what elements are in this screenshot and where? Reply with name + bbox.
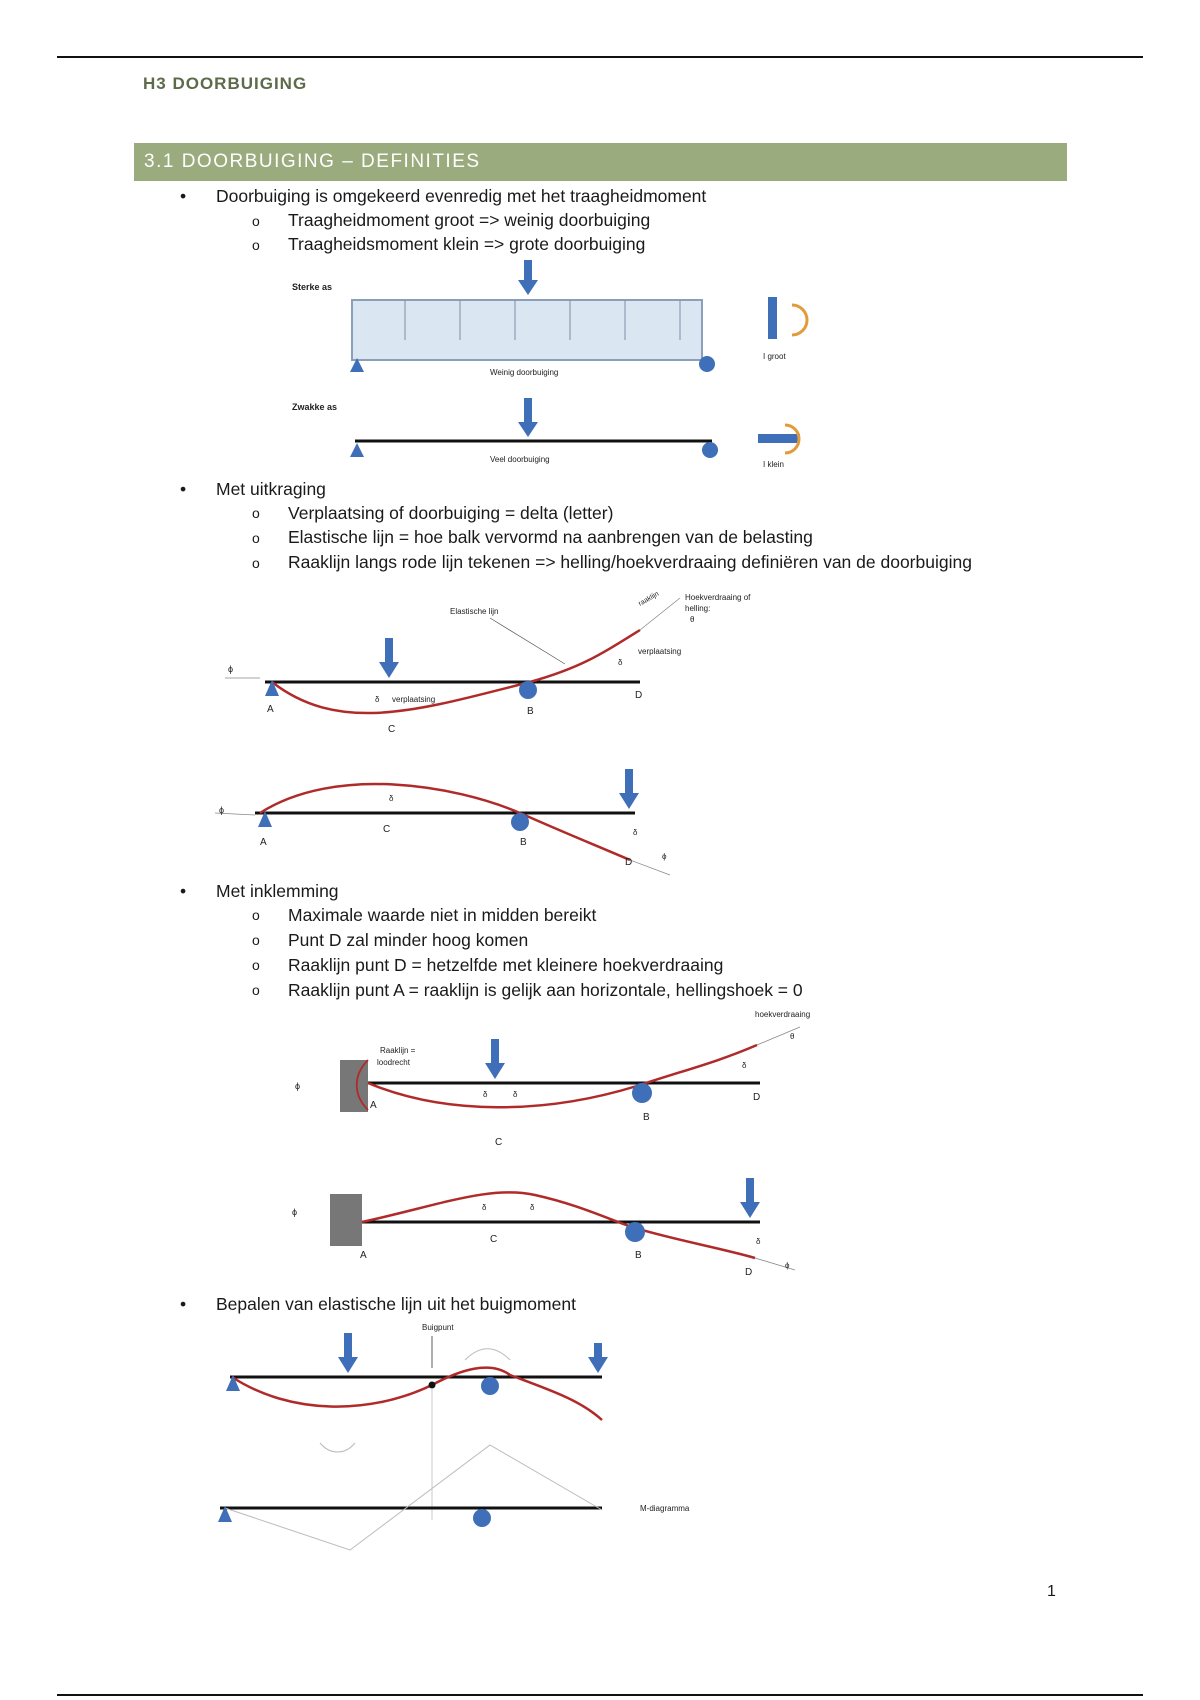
label-delta-d: δ	[742, 1061, 747, 1070]
label-d: D	[635, 690, 643, 701]
label-a: A	[360, 1250, 367, 1261]
sub-item: Raaklijn langs rode lijn tekenen => helling/hoekverdraaing definiëren van de doorbuiging	[288, 552, 972, 572]
curvature-sketch	[320, 1443, 355, 1452]
roller-support-icon	[473, 1509, 491, 1527]
label-phi-a: ϕ	[292, 1207, 298, 1217]
label-b: B	[643, 1112, 650, 1123]
label-much-deflection: Veel doorbuiging	[490, 455, 550, 464]
roller-support-icon	[481, 1377, 499, 1395]
figure-cantilever-1	[220, 590, 800, 740]
roller-support-icon	[632, 1083, 652, 1103]
label-theta-d: θ	[790, 1032, 795, 1041]
bullet-doorbuiging: Doorbuiging is omgekeerd evenredig met het traagheidmoment	[216, 186, 707, 206]
page-number: 1	[1047, 1583, 1056, 1600]
label-m-diagramma: M-diagramma	[640, 1504, 690, 1513]
sub-symbol: o	[252, 957, 260, 973]
roller-support-icon	[625, 1222, 645, 1242]
figure-moment-diagram	[210, 1320, 730, 1560]
label-c: C	[495, 1137, 503, 1148]
top-rule	[57, 56, 1143, 58]
bullet-inklemming: Met inklemming	[216, 881, 339, 901]
bullet-uitkraging: Met uitkraging	[216, 479, 326, 499]
load-arrow	[518, 260, 538, 295]
load-arrow	[518, 398, 538, 437]
pointer-line	[490, 618, 565, 664]
section-title: 3.1 DOORBUIGING – DEFINITIES	[134, 143, 1067, 181]
figure-cantilever-2	[215, 765, 715, 875]
load-arrow	[740, 1178, 760, 1218]
label-verplaatsing-c: verplaatsing	[392, 695, 436, 704]
label-c: C	[383, 824, 391, 835]
roller-support-icon	[699, 356, 715, 372]
roller-support-icon	[519, 681, 537, 699]
moment-line	[225, 1445, 602, 1550]
label-delta-c: δ	[389, 794, 394, 803]
sub-item: Elastische lijn = hoe balk vervormd na aanbrengen van de belasting	[288, 527, 813, 547]
load-arrow	[379, 638, 399, 678]
tangent-line	[630, 860, 670, 875]
label-i-klein: I klein	[763, 460, 784, 469]
label-theta: θ	[690, 615, 695, 624]
bullet-symbol: •	[180, 186, 187, 206]
label-c: C	[388, 724, 396, 735]
elastic-curve	[232, 1368, 602, 1420]
page-header: H3 DOORBUIGING	[143, 74, 308, 93]
label-raaklijn: raaklijn	[637, 590, 661, 608]
label-c: C	[490, 1234, 498, 1245]
sub-item: Raaklijn punt D = hetzelfde met kleinere hoekverdraaing	[288, 955, 724, 975]
bullet-symbol: •	[180, 1294, 187, 1314]
roller-support-icon	[702, 442, 718, 458]
label-delta-max: δ	[513, 1090, 518, 1099]
label-a: A	[260, 837, 267, 848]
curvature-sketch	[465, 1349, 510, 1360]
label-b: B	[527, 706, 534, 717]
label-i-groot: I groot	[763, 352, 786, 361]
label-b: B	[635, 1250, 642, 1261]
load-arrow	[338, 1333, 358, 1373]
figure-axis-comparison	[280, 255, 840, 475]
figure-fixed-1	[295, 1005, 835, 1155]
sub-symbol: o	[252, 505, 260, 521]
elastic-curve	[368, 1045, 757, 1107]
label-little-deflection: Weinig doorbuiging	[490, 368, 559, 377]
bottom-rule	[57, 1694, 1143, 1696]
load-arrow	[619, 769, 639, 809]
label-loodrecht: loodrecht	[377, 1058, 410, 1067]
sub-item: Traagheidmoment groot => weinig doorbuiging	[288, 210, 651, 230]
load-arrow	[485, 1039, 505, 1079]
label-delta-c: δ	[375, 695, 380, 704]
label-elastische-lijn: Elastische lijn	[450, 607, 499, 616]
sub-item: Maximale waarde niet in midden bereikt	[288, 905, 597, 925]
section-tall-icon	[768, 297, 777, 339]
label-hoekverdraaing: hoekverdraaing	[755, 1010, 811, 1019]
bullet-symbol: •	[180, 479, 187, 499]
label-delta-d: δ	[756, 1237, 761, 1246]
section-flat-icon	[758, 434, 800, 443]
roller-support-icon	[511, 813, 529, 831]
label-d: D	[625, 857, 633, 868]
label-phi-a: ϕ	[228, 664, 234, 674]
elastic-curve	[272, 630, 643, 713]
inflection-point	[429, 1382, 436, 1389]
sub-symbol: o	[252, 982, 260, 998]
sub-item: Raaklijn punt A = raaklijn is gelijk aan horizontale, hellingshoek = 0	[288, 980, 803, 1000]
label-weak-axis: Zwakke as	[292, 402, 338, 412]
sub-symbol: o	[252, 932, 260, 948]
label-helling: helling:	[685, 604, 711, 613]
elastic-curve	[362, 1192, 755, 1258]
label-phi-d: ϕ	[662, 852, 667, 861]
label-phi-a: ϕ	[219, 805, 225, 815]
label-b: B	[520, 837, 527, 848]
label-d: D	[753, 1092, 761, 1103]
label-verplaatsing-d: verplaatsing	[638, 647, 682, 656]
pin-support-icon	[350, 443, 364, 457]
bullet-symbol: •	[180, 881, 187, 901]
fixed-support-icon	[330, 1194, 362, 1246]
sub-symbol: o	[252, 213, 260, 229]
load-arrow	[588, 1343, 608, 1373]
label-phi-d: ϕ	[785, 1261, 790, 1270]
label-a: A	[370, 1100, 377, 1111]
sub-symbol: o	[252, 530, 260, 546]
sub-item: Traagheidsmoment klein => grote doorbuiging	[288, 234, 646, 254]
label-buigpunt: Buigpunt	[422, 1323, 454, 1332]
label-delta-c: δ	[482, 1203, 487, 1212]
sub-item: Punt D zal minder hoog komen	[288, 930, 529, 950]
label-delta-d: δ	[618, 658, 623, 667]
label-hoekverdraaing: Hoekverdraaing of	[685, 593, 751, 602]
bullet-buigmoment: Bepalen van elastische lijn uit het buigmoment	[216, 1294, 576, 1314]
rotation-arrow-icon	[792, 305, 807, 335]
elastic-curve	[260, 784, 630, 860]
sub-symbol: o	[252, 237, 260, 253]
label-delta-max: δ	[530, 1203, 535, 1212]
label-a: A	[267, 704, 274, 715]
sub-item: Verplaatsing of doorbuiging = delta (letter)	[288, 503, 614, 523]
label-phi-a: ϕ	[295, 1081, 301, 1091]
label-delta-d: δ	[633, 828, 638, 837]
label-strong-axis: Sterke as	[292, 282, 333, 292]
sub-symbol: o	[252, 555, 260, 571]
label-raaklijn: Raaklijn =	[380, 1046, 416, 1055]
sub-symbol: o	[252, 907, 260, 923]
label-d: D	[745, 1267, 753, 1278]
label-delta-c: δ	[483, 1090, 488, 1099]
figure-fixed-2	[290, 1170, 810, 1280]
